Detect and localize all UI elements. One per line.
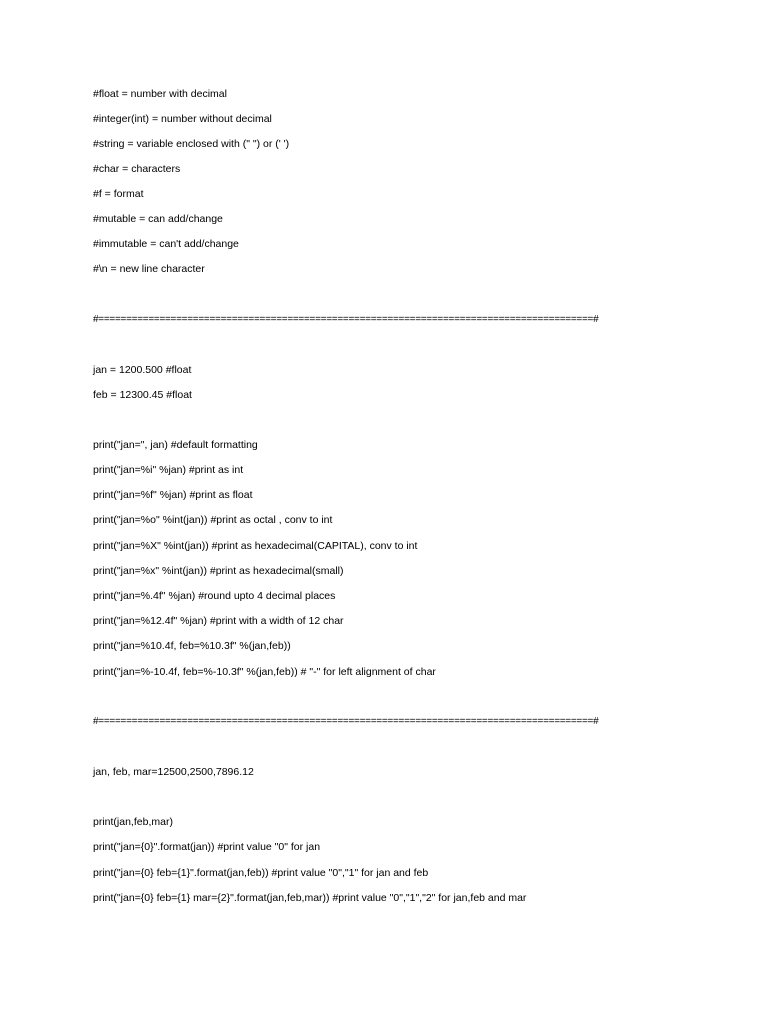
- comment-mutable: #mutable = can add/change: [93, 213, 223, 225]
- code-line-print: print("jan=%o" %int(jan)) #print as octal , conv to int: [93, 514, 333, 526]
- comment-string: #string = variable enclosed with (" ") or (' '): [93, 138, 290, 150]
- code-line-print: print(jan,feb,mar): [93, 816, 173, 828]
- comment-integer: #integer(int) = number without decimal: [93, 113, 272, 125]
- code-line-print: print("jan=%f" %jan) #print as float: [93, 489, 253, 501]
- code-line-print: print("jan=%-10.4f, feb=%-10.3f" %(jan,feb)) # "-" for left alignment of char: [93, 666, 436, 678]
- comment-char: #char = characters: [93, 163, 181, 175]
- code-line-print: print("jan=%X" %int(jan)) #print as hexadecimal(CAPITAL), conv to int: [93, 540, 418, 552]
- comment-format: #f = format: [93, 188, 144, 200]
- separator-line: #=========================================================================================#: [93, 716, 599, 727]
- code-line-print: print("jan={0} feb={1} mar={2}".format(jan,feb,mar)) #print value "0","1","2" for jan,feb and mar: [93, 892, 527, 904]
- code-line-print: print("jan=%.4f" %jan) #round upto 4 decimal places: [93, 590, 336, 602]
- code-line-print: print("jan=", jan) #default formatting: [93, 439, 258, 451]
- code-line-print: print("jan=%i" %jan) #print as int: [93, 464, 244, 476]
- code-line-jan: jan = 1200.500 #float: [93, 364, 192, 376]
- separator-line: #=========================================================================================#: [93, 314, 599, 325]
- comment-newline: #\n = new line character: [93, 263, 205, 275]
- code-line-feb: feb = 12300.45 #float: [93, 389, 192, 401]
- code-line-print: print("jan={0} feb={1}".format(jan,feb)) #print value "0","1" for jan and feb: [93, 867, 429, 879]
- comment-float: #float = number with decimal: [93, 88, 227, 100]
- code-line-print: print("jan=%x" %int(jan)) #print as hexadecimal(small): [93, 565, 344, 577]
- code-line-print: print("jan=%12.4f" %jan) #print with a width of 12 char: [93, 615, 344, 627]
- comment-immutable: #immutable = can't add/change: [93, 238, 239, 250]
- code-line-print: print("jan={0}".format(jan)) #print value "0" for jan: [93, 841, 321, 853]
- code-line-print: print("jan=%10.4f, feb=%10.3f" %(jan,feb)): [93, 640, 291, 652]
- code-line-vars: jan, feb, mar=12500,2500,7896.12: [93, 766, 254, 778]
